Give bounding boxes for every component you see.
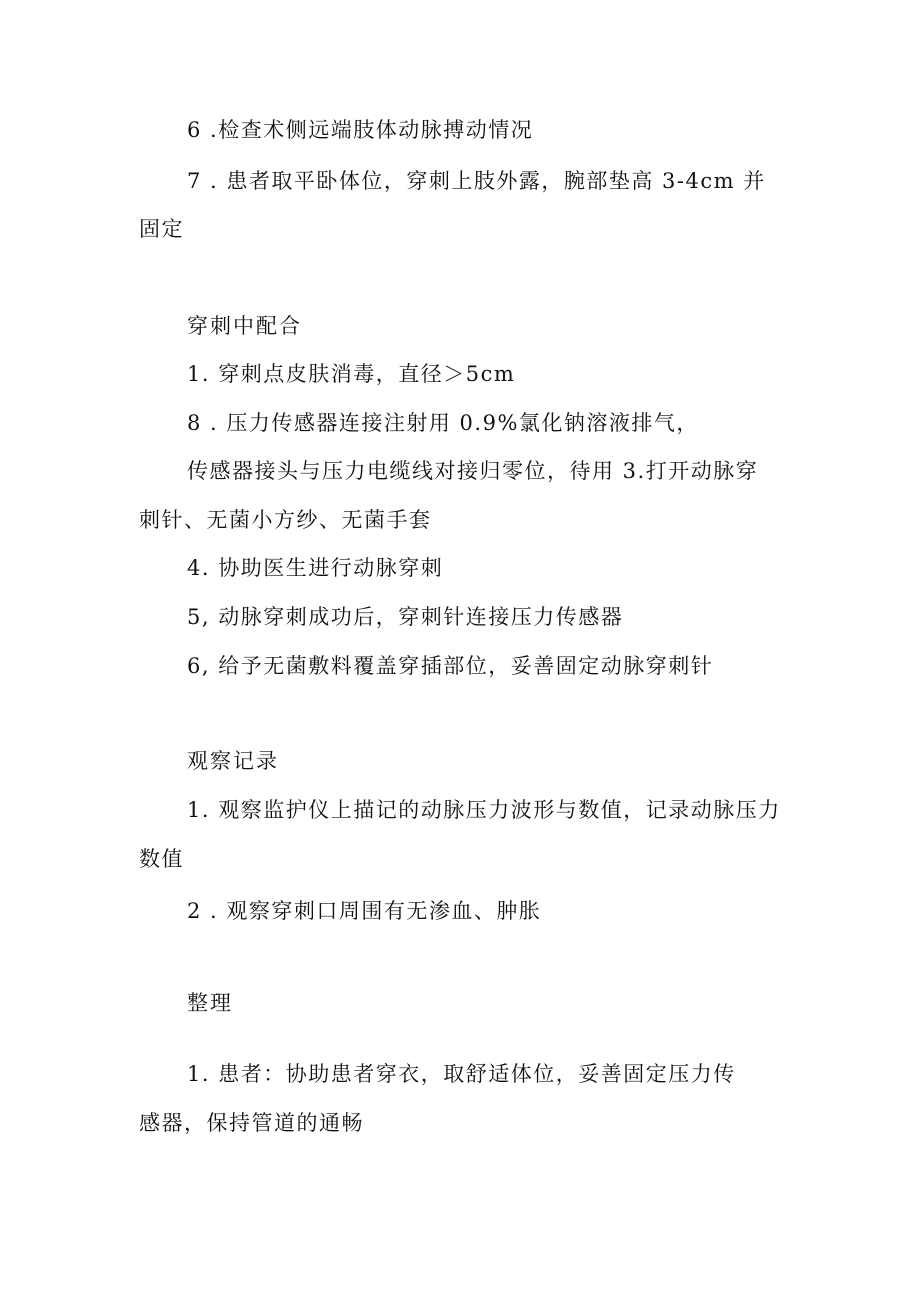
observe-step-1-line-2: 数值 — [139, 847, 184, 871]
puncture-step-6: 6, 给予无菌敷料覆盖穿插部位，妥善固定动脉穿刺针 — [187, 654, 714, 678]
section-heading-tidy: 整理 — [187, 991, 233, 1015]
puncture-step-8-cont-line-1: 传感器接头与压力电缆线对接归零位，待用 3.打开动脉穿 — [187, 459, 759, 483]
pre-step-7-line-1: 7 . 患者取平卧体位，穿刺上肢外露，腕部垫高 3-4cm 并 — [187, 169, 766, 193]
tidy-step-1-line-1: 1. 患者：协助患者穿衣，取舒适体位，妥善固定压力传 — [187, 1062, 736, 1086]
tidy-step-1-line-2: 感器，保持管道的通畅 — [139, 1111, 364, 1135]
puncture-step-1: 1. 穿刺点皮肤消毒，直径＞5cm — [187, 362, 516, 386]
observe-step-2: 2 . 观察穿刺口周围有无渗血、肿胀 — [187, 899, 542, 923]
puncture-step-8-cont-line-2: 刺针、无菌小方纱、无菌手套 — [139, 508, 432, 532]
pre-step-7-line-2: 固定 — [139, 217, 184, 241]
observe-step-1-line-1: 1. 观察监护仪上描记的动脉压力波形与数值，记录动脉压力 — [187, 798, 781, 822]
puncture-step-4: 4. 协助医生进行动脉穿刺 — [187, 556, 444, 580]
puncture-step-8: 8 . 压力传感器连接注射用 0.9%氯化钠溶液排气， — [187, 411, 699, 435]
section-heading-puncture: 穿刺中配合 — [187, 314, 302, 338]
puncture-step-5: 5, 动脉穿刺成功后，穿刺针连接压力传感器 — [187, 605, 624, 629]
pre-step-6: 6 .检查术侧远端肢体动脉搏动情况 — [187, 118, 534, 142]
section-heading-observe: 观察记录 — [187, 749, 279, 773]
